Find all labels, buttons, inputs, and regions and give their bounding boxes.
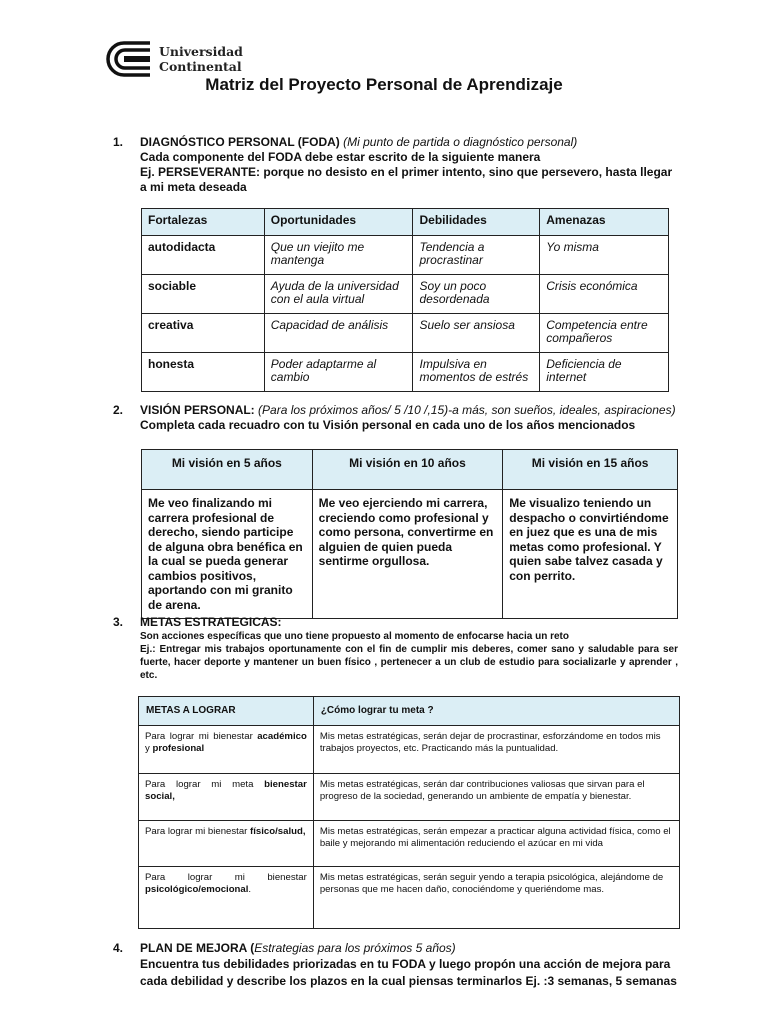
section-heading: DIAGNÓSTICO PERSONAL (FODA)	[140, 135, 340, 149]
metas-table	[138, 696, 680, 929]
table-row	[139, 726, 680, 774]
section-heading: METAS ESTRATEGICAS:	[140, 615, 282, 629]
header-fortalezas: Fortalezas	[142, 209, 265, 236]
cell: Yo misma	[540, 236, 669, 275]
section-heading: PLAN DE MEJORA (	[140, 941, 255, 955]
cell-text: Para lograr mi bienestar	[145, 826, 251, 837]
section-number: 1.	[113, 135, 124, 149]
cell: autodidacta	[142, 236, 265, 275]
cell-text: Para lograr mi bienestar	[145, 731, 258, 742]
foda-table	[141, 208, 669, 392]
university-logo	[104, 40, 154, 78]
header-debilidades: Debilidades	[413, 209, 540, 236]
cell: Soy un poco desordenada	[413, 275, 540, 314]
cell-text: y	[145, 743, 153, 754]
table-header-row	[139, 697, 680, 726]
header-oportunidades: Oportunidades	[264, 209, 413, 236]
table-row	[139, 867, 680, 929]
section-note: (Para los próximos años/ 5 /10 /,15)-a más, son sueños, ideales, aspiraciones)	[258, 403, 676, 417]
table-row	[139, 774, 680, 821]
cell: Poder adaptarme al cambio	[264, 353, 413, 392]
logo-line1: Universidad	[159, 44, 243, 59]
cell: Que un viejito me mantenga	[264, 236, 413, 275]
section-2	[113, 403, 680, 433]
logo-mark-icon	[104, 40, 154, 78]
cell: Tendencia a procrastinar	[413, 236, 540, 275]
section-heading: VISIÓN PERSONAL:	[140, 403, 255, 417]
cell: Capacidad de análisis	[264, 314, 413, 353]
cell-text: .	[248, 884, 252, 895]
cell: Suelo ser ansiosa	[413, 314, 540, 353]
logo-text	[159, 44, 243, 74]
cell: Me veo finalizando mi carrera profesional de derecho, siendo participe de alguna obra benéfica en la cual se pueda generar cambios positivos, aportando con mi granito de arena.	[142, 490, 313, 619]
table-row	[142, 490, 678, 619]
cell: Me veo ejerciendo mi carrera, creciendo como profesional y como persona, convertirme en alguien de quien pueda sentirme orgullosa.	[312, 490, 503, 619]
cell: Crisis económica	[540, 275, 669, 314]
table-row	[142, 314, 669, 353]
table-header-row	[142, 209, 669, 236]
section-description	[140, 630, 678, 682]
section-instruction: Encuentra tus debilidades priorizadas en tu FODA y luego propón una acción de mejora para cada debilidad y describe los plazos en la cual piensas terminarlos Ej. :3 semanas, 5 semanas	[140, 957, 677, 988]
cell-bold: físico/salud,	[250, 826, 306, 837]
cell-bold: bienestar social,	[145, 779, 307, 802]
vision-table	[141, 449, 678, 619]
cell: Competencia entre compañeros	[540, 314, 669, 353]
header-como: ¿Cómo lograr tu meta ?	[313, 697, 679, 726]
cell	[139, 726, 314, 774]
cell-bold: profesional	[152, 743, 205, 754]
cell-text: Para lograr mi meta	[145, 779, 265, 790]
cell	[139, 821, 314, 867]
section-1	[113, 135, 680, 195]
table-row	[142, 353, 669, 392]
header-metas: METAS A LOGRAR	[139, 697, 314, 726]
section-note: Estrategias para los próximos 5 años)	[254, 941, 456, 955]
section-4	[113, 941, 680, 990]
table-row	[142, 236, 669, 275]
cell-bold: académico	[257, 731, 307, 742]
cell	[139, 867, 314, 929]
cell: sociable	[142, 275, 265, 314]
cell-bold: psicológico/emocional	[145, 884, 249, 895]
table-row	[142, 275, 669, 314]
cell: Mis metas estratégicas, serán empezar a practicar alguna actividad física, como el baile y mejorando mi alimentación reduciendo el azúcar en mi vida	[313, 821, 679, 867]
section-note: (Mi punto de partida o diagnóstico personal)	[343, 135, 578, 149]
section-number: 2.	[113, 403, 124, 417]
section-instruction: Cada componente del FODA debe estar escrito de la siguiente manera	[140, 150, 541, 164]
cell: Deficiencia de internet	[540, 353, 669, 392]
section-number: 3.	[113, 615, 124, 629]
section-instruction: Completa cada recuadro con tu Visión personal en cada uno de los años mencionados	[140, 418, 636, 432]
cell: Impulsiva en momentos de estrés	[413, 353, 540, 392]
section-example: Ej.: Entregar mis trabajos oportunamente con el fin de cumplir mis deberes, comer sano y saludable para ser fuerte, hacer deporte y mantener un buen físico , pertenecer a un club de estudio para socializarle y aprender , etc.	[140, 644, 678, 681]
section-3	[113, 615, 678, 682]
logo-line2: Continental	[159, 59, 242, 74]
header-10-years: Mi visión en 10 años	[312, 450, 503, 490]
section-example: Ej. PERSEVERANTE: porque no desisto en el primer intento, sino que persevero, hasta llegar a mi meta deseada	[140, 165, 673, 194]
cell	[139, 774, 314, 821]
cell: Mis metas estratégicas, serán dar contribuciones valiosas que sirvan para el progreso de la sociedad, generando un ambiente de empatía y bienestar.	[313, 774, 679, 821]
cell: Mis metas estratégicas, serán seguir yendo a terapia psicológica, alejándome de personas que me hacen daño, conociéndome y queriéndome mas.	[313, 867, 679, 929]
table-header-row	[142, 450, 678, 490]
section-instruction: Son acciones específicas que uno tiene propuesto al momento de enfocarse hacia un reto	[140, 631, 569, 642]
section-number: 4.	[113, 941, 124, 955]
header-amenazas: Amenazas	[540, 209, 669, 236]
header-15-years: Mi visión en 15 años	[503, 450, 678, 490]
cell-text: Para lograr mi bienestar	[145, 872, 307, 883]
table-row	[139, 821, 680, 867]
header-5-years: Mi visión en 5 años	[142, 450, 313, 490]
cell: Ayuda de la universidad con el aula virtual	[264, 275, 413, 314]
cell: Mis metas estratégicas, serán dejar de procrastinar, esforzándome en todos mis trabajos proyectos, etc. Practicando más la puntualidad.	[313, 726, 679, 774]
cell: creativa	[142, 314, 265, 353]
page-title: Matriz del Proyecto Personal de Aprendizaje	[205, 75, 563, 94]
cell: honesta	[142, 353, 265, 392]
cell: Me visualizo teniendo un despacho o convirtiéndome en juez que es una de mis metas como profesional. Y quien sabe talvez casada y con perrito.	[503, 490, 678, 619]
